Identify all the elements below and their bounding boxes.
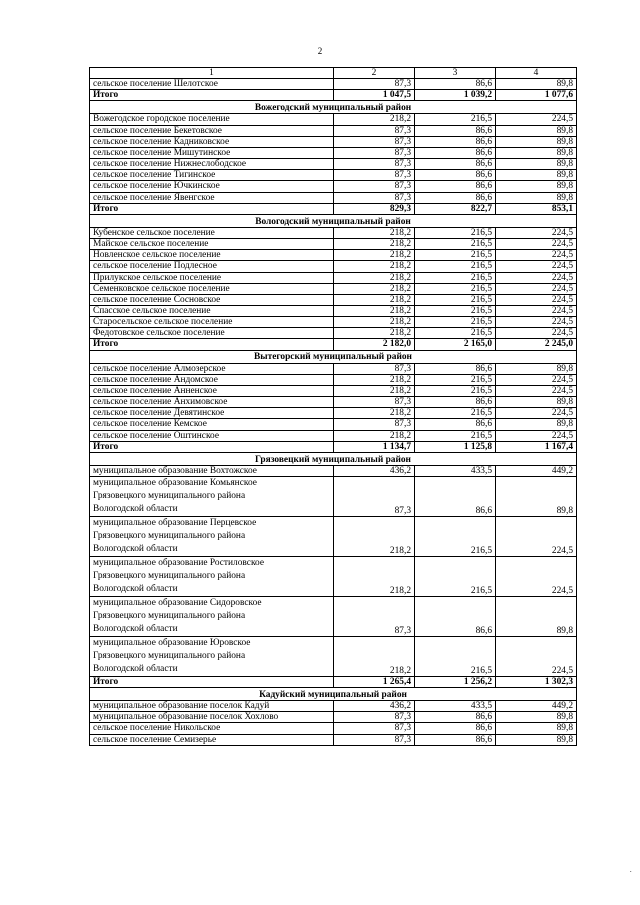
value-col-2: 218,2 [334,114,415,125]
value-col-4: 224,5 [496,430,577,441]
table-row [90,239,577,250]
value-col-3: 86,6 [415,419,496,430]
value-col-2: 218,2 [334,374,415,385]
district-name: Грязовецкий муниципальный район [90,452,577,465]
table-row [90,261,577,272]
value-col-4: 89,8 [496,170,577,181]
value-col-4: 89,8 [496,477,577,517]
value-col-3: 216,5 [415,272,496,283]
value-col-4: 224,5 [496,328,577,339]
value-col-3: 216,5 [415,430,496,441]
value-col-2: 829,3 [334,203,415,214]
value-col-3: 86,6 [415,192,496,203]
section-header-row [90,350,577,363]
table-row [90,136,577,147]
settlement-name: сельское поселение Ючкинское [90,181,334,192]
district-name: Кадуйский муниципальный район [90,688,577,701]
value-col-2: 218,2 [334,227,415,238]
value-col-2: 87,3 [334,181,415,192]
table-row [90,328,577,339]
value-col-3: 86,6 [415,734,496,745]
settlement-name-line: Грязовецкого муниципального района [93,651,246,661]
value-col-2: 436,2 [334,465,415,476]
table-row [90,272,577,283]
value-col-3: 216,5 [415,637,496,677]
value-col-4: 89,8 [496,147,577,158]
value-col-4: 1 167,4 [496,441,577,452]
section-header-row [90,452,577,465]
settlement-name: сельское поселение Алмозерское [90,363,334,374]
value-col-4: 224,5 [496,557,577,597]
total-row [90,677,577,688]
settlement-name: сельское поселение Семизерье [90,734,334,745]
settlement-name-line: муниципальное образование Ростиловское [93,558,264,568]
value-col-4: 224,5 [496,283,577,294]
table-row [90,734,577,745]
value-col-4: 224,5 [496,317,577,328]
value-col-3: 433,5 [415,701,496,712]
table-row [90,363,577,374]
value-col-4: 224,5 [496,239,577,250]
value-col-3: 216,5 [415,227,496,238]
table-row [90,317,577,328]
value-col-2: 218,2 [334,239,415,250]
total-label: Итого [90,90,334,101]
value-col-2: 87,3 [334,159,415,170]
value-col-3: 1 039,2 [415,90,496,101]
table-row [90,192,577,203]
value-col-2: 218,2 [334,283,415,294]
value-col-4: 2 245,0 [496,339,577,350]
value-col-2: 87,3 [334,734,415,745]
value-col-2: 1 265,4 [334,677,415,688]
settlement-name: сельское поселение Кемское [90,419,334,430]
value-col-3: 86,6 [415,477,496,517]
value-col-4: 224,5 [496,374,577,385]
settlement-name: Вожегодское городское поселение [90,114,334,125]
settlement-name [90,637,334,677]
settlement-name-line: муниципальное образование Юровское [93,638,251,648]
value-col-3: 216,5 [415,385,496,396]
column-header-1: 1 [90,68,334,79]
table-row [90,597,577,637]
settlement-name: муниципальное образование поселок Хохлово [90,712,334,723]
value-col-4: 853,1 [496,203,577,214]
table-row [90,517,577,557]
total-row [90,339,577,350]
value-col-4: 1 077,6 [496,90,577,101]
value-col-4: 224,5 [496,227,577,238]
value-col-3: 216,5 [415,517,496,557]
value-col-3: 216,5 [415,283,496,294]
column-number-row [90,68,577,79]
value-col-4: 224,5 [496,385,577,396]
settlement-name: сельское поселение Шелотское [90,79,334,90]
value-col-2: 218,2 [334,305,415,316]
value-col-4: 224,5 [496,637,577,677]
value-col-4: 89,8 [496,192,577,203]
table-row [90,227,577,238]
value-col-2: 436,2 [334,701,415,712]
settlement-name-line: муниципальное образование Комьянское [93,478,257,488]
settlement-name: Кубенское сельское поселение [90,227,334,238]
table-row [90,114,577,125]
table-row [90,408,577,419]
value-col-3: 216,5 [415,294,496,305]
value-col-3: 216,5 [415,557,496,597]
settlement-name-line: муниципальное образование Перцевское [93,518,257,528]
value-col-4: 89,8 [496,159,577,170]
settlement-name: сельское поселение Сосновское [90,294,334,305]
settlement-name: Старосельское сельское поселение [90,317,334,328]
value-col-3: 433,5 [415,465,496,476]
table-row [90,147,577,158]
value-col-3: 86,6 [415,723,496,734]
district-name: Вологодский муниципальный район [90,214,577,227]
page-number: 2 [317,46,323,56]
settlement-name: муниципальное образование Вохтожское [90,465,334,476]
column-header-4: 4 [496,68,577,79]
table-row [90,159,577,170]
table-row [90,283,577,294]
settlement-name-line: муниципальное образование Сидоровское [93,598,262,608]
settlement-name: Новленское сельское поселение [90,250,334,261]
settlement-name [90,597,334,637]
settlement-name [90,477,334,517]
settlement-name-line: Вологодской области [93,624,178,634]
value-col-3: 216,5 [415,374,496,385]
settlement-name: Майское сельское поселение [90,239,334,250]
table-row [90,419,577,430]
value-col-2: 87,3 [334,597,415,637]
column-header-2: 2 [334,68,415,79]
value-col-4: 89,8 [496,125,577,136]
total-row [90,203,577,214]
settlement-name: сельское поселение Девятинское [90,408,334,419]
value-col-2: 87,3 [334,125,415,136]
settlement-name: Федотовское сельское поселение [90,328,334,339]
table-row [90,250,577,261]
settlement-name: сельское поселение Анненское [90,385,334,396]
value-col-2: 87,3 [334,723,415,734]
table-row [90,397,577,408]
value-col-3: 216,5 [415,239,496,250]
value-col-3: 1 256,2 [415,677,496,688]
table-row [90,374,577,385]
value-col-2: 87,3 [334,363,415,374]
section-header-row [90,101,577,114]
value-col-4: 89,8 [496,597,577,637]
value-col-2: 1 047,5 [334,90,415,101]
settlement-name-line: Вологодской области [93,664,178,674]
total-label: Итого [90,203,334,214]
value-col-3: 86,6 [415,79,496,90]
value-col-4: 224,5 [496,261,577,272]
settlement-name [90,557,334,597]
value-col-3: 86,6 [415,170,496,181]
scan-mark: · [629,868,632,876]
value-col-3: 86,6 [415,159,496,170]
value-col-2: 87,3 [334,712,415,723]
value-col-3: 216,5 [415,114,496,125]
value-col-2: 218,2 [334,385,415,396]
table-row [90,430,577,441]
value-col-4: 89,8 [496,734,577,745]
value-col-2: 218,2 [334,408,415,419]
district-name: Вытегорский муниципальный район [90,350,577,363]
value-col-3: 216,5 [415,328,496,339]
table-row [90,125,577,136]
value-col-2: 218,2 [334,261,415,272]
total-label: Итого [90,441,334,452]
value-col-3: 1 125,8 [415,441,496,452]
district-name: Вожегодский муниципальный район [90,101,577,114]
value-col-2: 218,2 [334,272,415,283]
value-col-4: 224,5 [496,250,577,261]
settlement-name-line: Грязовецкого муниципального района [93,531,246,541]
value-col-2: 218,2 [334,328,415,339]
value-col-3: 86,6 [415,136,496,147]
settlement-name-line: Вологодской области [93,544,178,554]
value-col-4: 224,5 [496,272,577,283]
value-col-3: 86,6 [415,712,496,723]
value-col-2: 87,3 [334,192,415,203]
value-col-4: 89,8 [496,79,577,90]
settlement-name: сельское поселение Кадниковское [90,136,334,147]
value-col-4: 89,8 [496,419,577,430]
table-row [90,712,577,723]
settlement-name: сельское поселение Явенгское [90,192,334,203]
table-row [90,181,577,192]
value-col-2: 87,3 [334,477,415,517]
settlement-name: сельское поселение Нижнеслободское [90,159,334,170]
value-col-4: 449,2 [496,465,577,476]
settlement-name: сельское поселение Анхимовское [90,397,334,408]
value-col-3: 216,5 [415,261,496,272]
table-row [90,477,577,517]
table-body [90,79,577,746]
value-col-4: 89,8 [496,397,577,408]
settlement-name: сельское поселение Андомское [90,374,334,385]
value-col-3: 822,7 [415,203,496,214]
section-header-row [90,214,577,227]
settlement-name [90,517,334,557]
value-col-3: 86,6 [415,147,496,158]
value-col-4: 224,5 [496,305,577,316]
value-col-2: 87,3 [334,136,415,147]
total-label: Итого [90,677,334,688]
table-row [90,294,577,305]
table-row [90,637,577,677]
settlement-name: Семенковское сельское поселение [90,283,334,294]
value-col-2: 218,2 [334,557,415,597]
value-col-3: 86,6 [415,363,496,374]
value-col-4: 89,8 [496,363,577,374]
table-row [90,170,577,181]
settlement-name: сельское поселение Никольское [90,723,334,734]
section-header-row [90,688,577,701]
table-row [90,701,577,712]
value-col-4: 224,5 [496,294,577,305]
settlement-name: сельское поселение Тигинское [90,170,334,181]
total-row [90,441,577,452]
value-col-3: 86,6 [415,397,496,408]
value-col-4: 224,5 [496,517,577,557]
value-col-2: 2 182,0 [334,339,415,350]
table-row [90,305,577,316]
value-col-3: 216,5 [415,250,496,261]
value-col-2: 218,2 [334,250,415,261]
value-col-4: 89,8 [496,712,577,723]
table-row [90,557,577,597]
value-col-2: 1 134,7 [334,441,415,452]
settlement-name: сельское поселение Подлесное [90,261,334,272]
settlement-name-line: Грязовецкого муниципального района [93,491,246,501]
value-col-2: 87,3 [334,419,415,430]
settlement-name: сельское поселение Мишутинское [90,147,334,158]
settlement-name: Прилукское сельское поселение [90,272,334,283]
table-row [90,723,577,734]
value-col-4: 224,5 [496,408,577,419]
value-col-2: 218,2 [334,317,415,328]
column-header-3: 3 [415,68,496,79]
value-col-3: 86,6 [415,125,496,136]
settlement-name: муниципальное образование поселок Кадуй [90,701,334,712]
settlement-name-line: Вологодской области [93,584,178,594]
value-col-3: 2 165,0 [415,339,496,350]
value-col-2: 218,2 [334,637,415,677]
settlement-name-line: Вологодской области [93,504,178,514]
value-col-2: 87,3 [334,79,415,90]
value-col-2: 218,2 [334,517,415,557]
value-col-3: 86,6 [415,597,496,637]
value-col-2: 87,3 [334,397,415,408]
value-col-2: 218,2 [334,294,415,305]
table-row [90,465,577,476]
settlement-name: Спасское сельское поселение [90,305,334,316]
value-col-2: 87,3 [334,170,415,181]
value-col-4: 89,8 [496,181,577,192]
value-col-3: 216,5 [415,408,496,419]
table-row [90,79,577,90]
settlement-name-line: Грязовецкого муниципального района [93,571,246,581]
value-col-4: 1 302,3 [496,677,577,688]
table-row [90,385,577,396]
value-col-4: 449,2 [496,701,577,712]
value-col-2: 218,2 [334,430,415,441]
settlement-name: сельское поселение Оштинское [90,430,334,441]
value-col-3: 216,5 [415,317,496,328]
value-col-4: 89,8 [496,723,577,734]
value-col-3: 216,5 [415,305,496,316]
value-col-4: 224,5 [496,114,577,125]
value-col-3: 86,6 [415,181,496,192]
total-row [90,90,577,101]
settlement-name: сельское поселение Бекетовское [90,125,334,136]
allocation-table [89,67,577,746]
value-col-2: 87,3 [334,147,415,158]
settlement-name-line: Грязовецкого муниципального района [93,611,246,621]
total-label: Итого [90,339,334,350]
value-col-4: 89,8 [496,136,577,147]
